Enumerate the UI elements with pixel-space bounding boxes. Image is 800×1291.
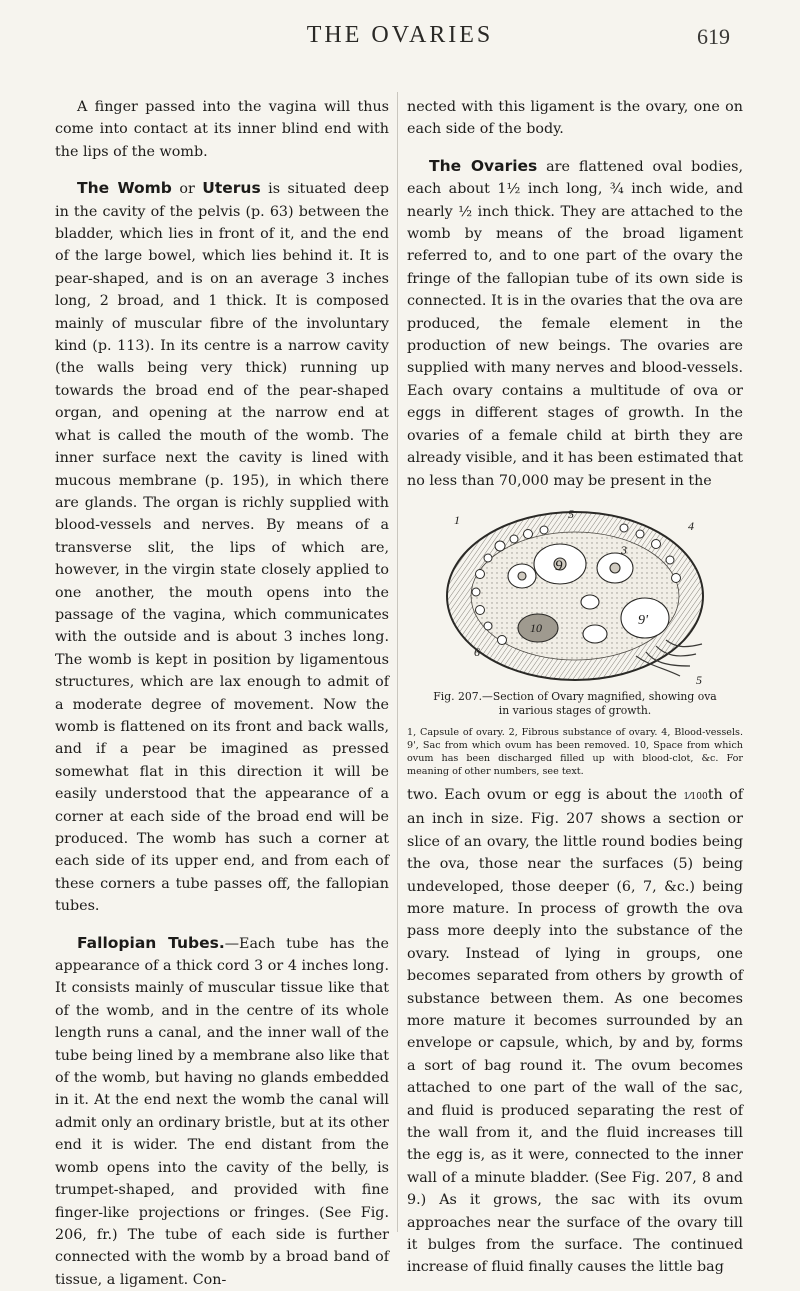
figure-legend: 1, Capsule of ovary. 2, Fibrous substance of ovary. 4, Blood-vessels. 9', Sac from which ovum has been removed. 10, Space from which ovum has been discharged filled up with blood-clot, &c. For meaning of other numbers, see text. xyxy=(407,726,743,777)
figure-label: 10 xyxy=(530,620,542,635)
paragraph xyxy=(55,177,389,917)
left-column xyxy=(55,96,389,1291)
paragraph xyxy=(55,932,389,1291)
paragraph: nected with this ligament is the ovary, one on each side of the body. xyxy=(407,99,743,138)
figure-caption: Fig. 207.—Section of Ovary magnified, showing ova in various stages of growth. xyxy=(433,689,717,717)
column-divider xyxy=(397,92,398,1232)
paragraph xyxy=(407,155,743,492)
figure-label: 9 xyxy=(555,557,563,574)
ovary-section-illustration xyxy=(440,506,710,686)
right-column xyxy=(407,96,743,1279)
figure-label: 9' xyxy=(638,612,648,628)
section-heading: Uterus xyxy=(202,179,261,198)
paragraph: A finger passed into the vagina will thus come into contact at its inner blind end with the lips of the womb. xyxy=(55,99,389,160)
figure-label: 5 xyxy=(696,672,702,686)
figure-label: 4 xyxy=(688,518,694,533)
paragraph-text: two. Each ovum or egg is about the xyxy=(407,786,684,803)
figure-label: 1 xyxy=(454,512,460,527)
figure-label: 5 xyxy=(568,506,574,521)
section-heading: The Womb xyxy=(77,179,172,198)
paragraph xyxy=(407,784,743,1279)
running-head: THE OVARIES xyxy=(306,22,494,48)
paragraph-text: —Each tube has the appearance of a thick cord 3 or 4 inches long. It consists mainly of muscular tissue like that of the womb, and in the centre of its whole length runs a canal, and the inner wall of the tube being lined by a membrane also like that of the womb, but having no glands embedded in it. At the end next the womb the canal will admit only an ordinary bristle, but at its other end it is wider. The end distant from the womb opens into the cavity of the belly, is trumpet-shaped, and provided with fine finger-like projections or fringes. (See Fig. 206, fr.) The tube of each side is further connected with the womb by a broad band of tissue, a ligament. Con- xyxy=(55,935,390,1288)
paragraph-text: are flattened oval bodies, each about 1½ inch long, ¾ inch wide, and nearly ½ inch thick. They are attached to the womb by means of the broad ligament referred to, and to one part of the ovary the fringe of the fallopian tube of its own side is connected. It is in the ovaries that the ova are produced, the female element in the production of new beings. The ovaries are supplied with many nerves and blood-vessels. Each ovary contains a multitude of ova or eggs in different stages of growth. In the ovaries of a female child at birth they are already visible, and it has been estimated that no less than 70,000 may be present in the xyxy=(407,158,744,489)
figure-207 xyxy=(407,506,743,778)
page-number: 619 xyxy=(697,24,730,49)
text-run: or xyxy=(171,181,203,198)
section-heading: The Ovaries xyxy=(429,156,538,175)
figure-label: 3 xyxy=(621,542,627,557)
paragraph-text: is situated deep in the cavity of the pelvis (p. 63) between the bladder, which lies in front of it, and the end of the large bowel, which lies behind it. It is pear-shaped, and is on an average 3 inches long, 2 broad, and 1 thick. It is composed mainly of muscular fibre of the involuntary kind (p. 113). In its centre is a narrow cavity (the walls being very thick) running up towards the broad end of the pear-shaped organ, and opening at the narrow end at what is called the mouth of the womb. The inner surface next the cavity is lined with mucous membrane (p. 195), in which there are glands. The organ is richly supplied with blood-vessels and nerves. By means of a transverse slit, the lips of which are, however, in the virgin state closely applied to one another, the mouth opens into the passage of the vagina, which communicates with the outside and is about 3 inches long. The womb is kept in position by ligamentous structures, which are lax enough to admit of a moderate degree of movement. Now the womb is flattened on its front and back walls, and if a pear be imagined as pressed somewhat flat in this direction it will be easily understood that the appearance of a corner at each side of the broad end will be produced. The womb has such a corner at each side of its upper end, and from each of these corners a tube passes off, the fallopian tubes. xyxy=(55,181,389,915)
paragraph-text: th of an inch in size. Fig. 207 shows a section or slice of an ovary, the little round bodies being the ova, those near the surfaces (5) being undeveloped, those deeper (6, 7, &c.) being more mature. In process of growth the ova pass more deeply into the substance of the ovary. Instead of lying in groups, one becomes separated from others by growth of substance between them. As one becomes more mature it becomes surrounded by an envelope or capsule, which, by and by, forms a sort of bag round it. The ovum becomes attached to one part of the wall of the sac, and fluid is produced separating the rest of the wall from it, and the fluid increases till the egg is, as it were, connected to the inner wall of a minute bladder. (See Fig. 207, 8 and 9.) As it grows, the sac with its ovum approaches near the surface of the ovary till it bulges from the surface. The continued increase of fluid finally causes the little bag xyxy=(407,786,743,1276)
fraction: 1⁄100 xyxy=(683,791,708,802)
figure-label: 6 xyxy=(474,644,480,659)
section-heading: Fallopian Tubes. xyxy=(77,933,225,952)
